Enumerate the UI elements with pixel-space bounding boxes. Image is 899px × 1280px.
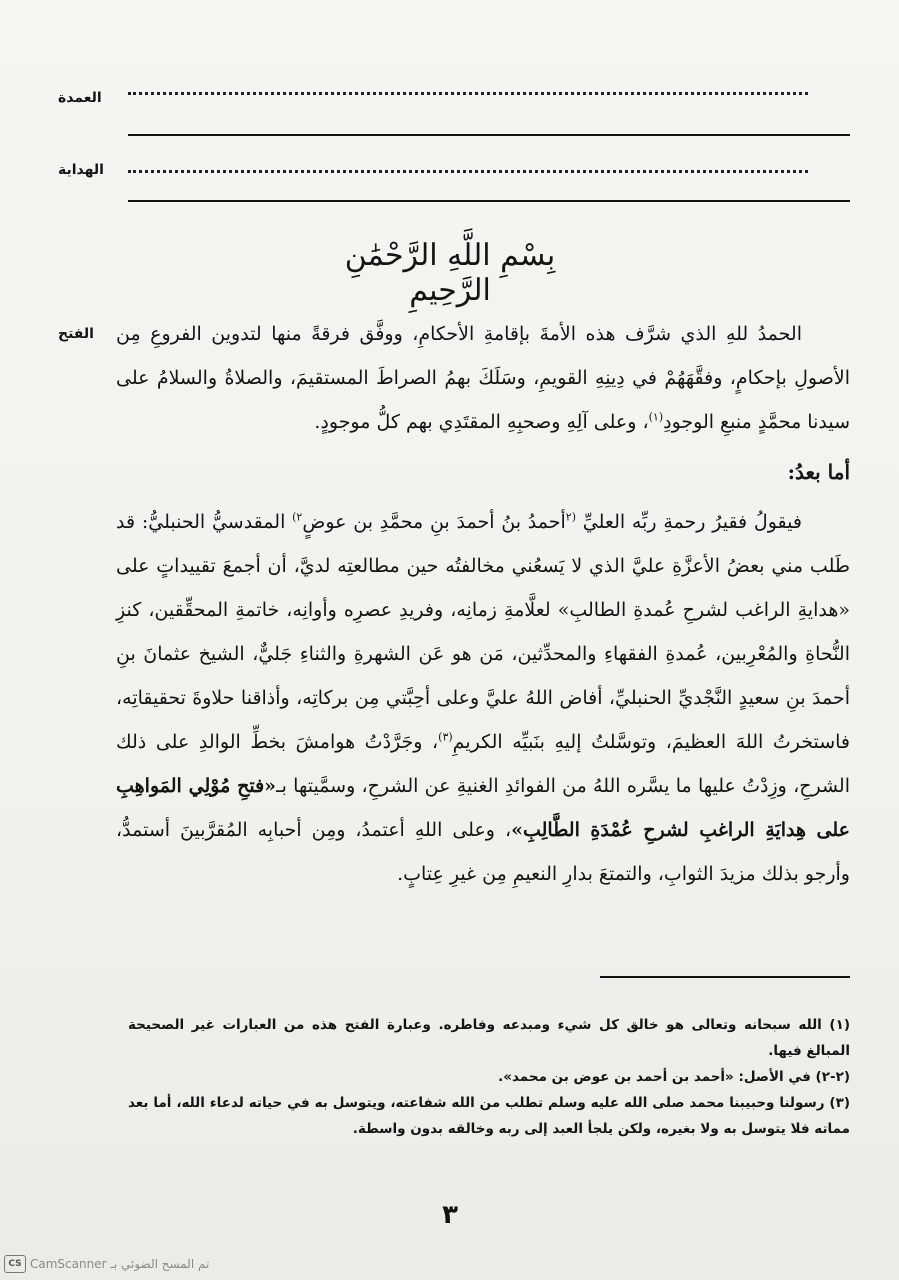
label-umda: العمدة <box>58 90 102 106</box>
heading-amma-baad: أما بعدُ: <box>787 460 850 484</box>
camscanner-watermark <box>0 1254 209 1274</box>
footnotes <box>128 1012 850 1142</box>
basmala: بِسْمِ اللَّهِ الرَّحْمَٰنِ الرَّحِيمِ <box>344 238 556 308</box>
book-title: «فتحِ مُوْلِي المَواهِبِ على هِدايَةِ الراغبِ لشرحِ عُمْدَةِ الطَّالِبِ» <box>116 775 850 841</box>
body-text-d: ، وجَرَّدْتُ هوامشَ بخطِّ الوالدِ على ذلك الشرحِ، وزِدْتُ عليها ما يسَّره اللهُ من الفوائدِ الغنيةِ عن الشرحِ، وسمَّيتها بـ <box>116 731 850 797</box>
body-paragraph <box>116 500 850 896</box>
body-text-b: أحمدُ بنُ أحمدَ بنِ محمَّدِ بن عوضٍ <box>302 511 566 533</box>
dotted-line-umda <box>128 92 808 95</box>
intro-text-b: ، وعلى آلِهِ وصحبِهِ المقتَدِي بهم كلُّ موجودٍ. <box>314 411 649 433</box>
footnote-ref-2a: (٢ <box>565 510 576 524</box>
rule-hidaya <box>128 200 850 202</box>
footnote-ref-1: (١) <box>648 410 664 424</box>
footnote-separator <box>600 976 850 978</box>
dotted-line-hidaya <box>128 170 808 173</box>
label-hidaya: الهداية <box>58 162 104 178</box>
intro-text-a: الحمدُ للهِ الذي شرَّف هذه الأمةَ بإقامةِ الأحكامِ، ووفَّق فرقةً منها لتدوين الفروعِ مِن الأصولِ بإحكامٍ، وفقَّهَهُمْ في دِينِهِ القويمِ، وسَلَكَ بهمُ الصراطَ المستقيمَ، والصلاةُ والسلامُ على سيدنا محمَّدٍ منبعِ الوجودِ <box>116 323 850 433</box>
footnote-ref-2b: ٢) <box>292 510 303 524</box>
label-fath: الفتح <box>58 326 94 342</box>
footnote-1: (١) الله سبحانه وتعالى هو خالق كل شيء ومبدعه وفاطره. وعبارة الفتح هذه من العبارات غير الصحيحة المبالغ فيها. <box>128 1017 850 1059</box>
body-text-e: ، وعلى اللهِ أعتمدُ، ومِن أحبابِه المُقرَّبينَ أستمدُّ، وأرجو بذلك مزيدَ الثوابِ، والتمتعَ بدارِ النعيمِ مِن غيرِ عِتابٍ. <box>116 819 850 885</box>
footnote-2: (٢-٢) في الأصل: «أحمد بن أحمد بن عوض بن محمد». <box>498 1069 850 1085</box>
footnote-ref-3: (٣) <box>438 730 453 744</box>
body-text-c: المقدسيُّ الحنبليُّ: قد طَلب مني بعضُ الأعزَّةِ عليَّ الذي لا يَسعُني مخالفتُه حين مطالعتِه لديَّ، أن أجمعَ تقييداتٍ على «هدايةِ الراغب لشرحِ عُمدةِ الطالبِ» لعلَّامةِ زمانِه، وفريدِ عصرِه وأوانِه، خاتمةِ المحقِّقين، كنزِ النُّحاةِ والمُعْرِبين، عُمدةِ الفقهاءِ والمحدِّثين، مَن هو عَن الشهرةِ والثناءِ جَليٌّ، الشيخ عثمانَ بنِ أحمدَ بنِ سعيدٍ النَّجْديِّ الحنبليِّ، أفاض اللهُ عليَّ وعلى أحِبَّتي مِن بركاتِه، وأذاقنا حلاوةَ تحقيقاتِه، فاستخرتُ اللهَ العظيمَ، وتوسَّلتُ إليهِ بنَبيِّه الكريمِ <box>116 511 851 753</box>
page-number: ٣ <box>442 1200 458 1230</box>
intro-paragraph <box>116 312 850 444</box>
rule-umda <box>128 134 850 136</box>
body-text-a: فيقولُ فقيرُ رحمةِ ربِّه العليِّ <box>576 511 802 533</box>
camscanner-text: تم المسح الضوئي بـ CamScanner <box>30 1257 210 1271</box>
footnote-3: (٣) رسولنا وحبيبنا محمد صلى الله عليه وسلم تطلب من الله شفاعته، ويتوسل به في حياته لدعاء الله، أما بعد مماته فلا يتوسل به ولا بغيره، ولكن يلجأ العبد إلى ربه وخالقه بدون واسطة. <box>128 1095 850 1137</box>
camscanner-icon: CS <box>4 1255 26 1273</box>
